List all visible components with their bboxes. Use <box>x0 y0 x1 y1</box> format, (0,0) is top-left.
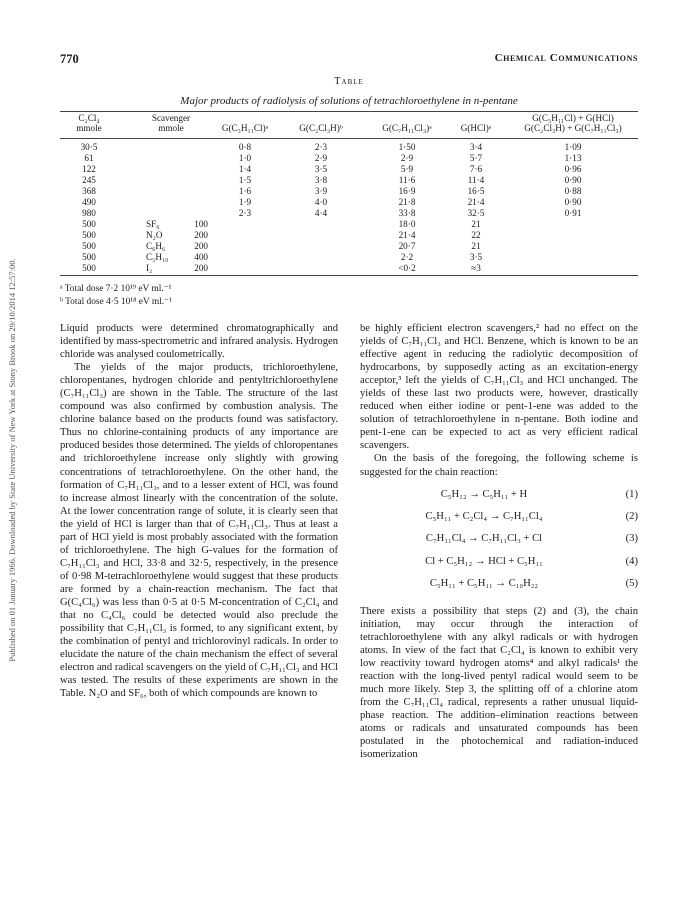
table-label: Table <box>334 76 364 87</box>
cell-hcl: ≈3 <box>471 263 481 273</box>
cell-hcl: 3·5 <box>469 252 483 262</box>
cell-c7h11cl3: 18·0 <box>398 219 416 229</box>
table-row <box>60 252 638 263</box>
right-text-column <box>360 322 638 761</box>
cell-c2cl4: 368 <box>82 186 96 196</box>
cell-ratio: 1·09 <box>564 142 582 152</box>
cell-scavenger: N₂O <box>146 230 163 240</box>
cell-scavenger-mmole: 400 <box>194 252 208 262</box>
equation-number: (1) <box>625 488 638 500</box>
header-c7h11cl3: G(C₇H₁₁Cl₃)ᵃ <box>382 123 432 133</box>
page-header <box>60 52 638 68</box>
page-number: 770 <box>60 52 79 66</box>
equation-row <box>360 574 638 596</box>
cell-c5h11cl: 1·9 <box>238 197 252 207</box>
table-top-rule <box>60 111 638 112</box>
cell-c7h11cl3: 21·4 <box>398 230 416 240</box>
cell-scavenger: I₂ <box>146 263 153 273</box>
cell-hcl: 21 <box>471 241 481 251</box>
table-row <box>60 142 638 153</box>
cell-c2cl3h: 4·0 <box>314 197 328 207</box>
cell-ratio: 0·91 <box>564 208 582 218</box>
equation-row <box>360 529 638 551</box>
header-c2cl4: C₂Cl₄ <box>78 113 100 123</box>
equation-number: (5) <box>625 578 638 590</box>
table-header-rule <box>60 138 638 139</box>
table-row <box>60 197 638 208</box>
cell-c5h11cl: 1·4 <box>238 164 252 174</box>
cell-c7h11cl3: 33·8 <box>398 208 416 218</box>
cell-c2cl4: 500 <box>82 263 96 273</box>
header-c2cl3h: G(C₂Cl₃H)ᵇ <box>299 123 343 133</box>
table-row <box>60 219 638 230</box>
equation-row <box>360 507 638 529</box>
equation: Cl + C₅H₁₂ → HCl + C₅H₁₁ <box>425 555 543 567</box>
cell-c2cl3h: 2·3 <box>314 142 328 152</box>
equation-number: (4) <box>625 555 638 567</box>
cell-c7h11cl3: 2·2 <box>400 252 414 262</box>
table-bottom-rule <box>60 275 638 276</box>
header-c5h11cl: G(C₅H₁₁Cl)ᵃ <box>221 123 269 133</box>
cell-c2cl4: 61 <box>84 153 94 163</box>
table-row <box>60 208 638 219</box>
header-scavenger-unit: mmole <box>158 123 184 133</box>
cell-c7h11cl3: 21·8 <box>398 197 416 207</box>
cell-scavenger: C₅H₁₀ <box>146 252 169 262</box>
cell-hcl: 21 <box>471 219 481 229</box>
equation: C₅H₁₁ + C₂Cl₄ → C₇H₁₁Cl₄ <box>425 510 543 522</box>
cell-c2cl3h: 3·5 <box>314 164 328 174</box>
cell-c2cl4: 980 <box>82 208 96 218</box>
left-paragraph-2: The yields of the major products, trichloroethylene, chloropentanes, hydrogen chloride and pentyltrichloroethylene (C₇H₁₁Cl₃) are shown in the Table. The structure of the last compound was also confirmed by combustion analysis. The chlorine balance based on the products found was satisfactory. Thus no chlorine-containing products of any importance are produced besides those determined. The yields of chloropentanes and trichloroethylene increase only slightly with growing concentrations of tetrachloroethylene. On the other hand, the formation of C₇H₁₁Cl₃, and to a lesser extent of HCl, was found to increase almost linearly with the concentration of the solute. At the lower concentration range of solute, it is clearly seen that the yield of HCl is larger than that of C₇H₁₁Cl₃. Thus at least a part of HCl yield is most probably associated with the formation of trichloroethylene. The high G-values for the formation of C₇H₁₁Cl₃ and HCl, 33·8 and 32·5, respectively, in the presence of 0·98 M-tetrachloroethylene would suggest that these products are formed by a chain-reaction mechanism. The fact that G(C₄Cl₆) was less than 0·5 at 0·5 M-concentration of C₂Cl₄ and that no C₄Cl₆ could be detected would also preclude the possibility that C₇H₁₁Cl₃ is formed, to any significant extent, by the combination of pentyl and trichlorovinyl radicals. In order to elucidate the nature of the chain mechanism the effect of several electron and radical scavengers on the yield of C₇H₁₁Cl₃ and HCl was tested. The results of these experiments are shown in the Table. N₂O and SF₆, both of which compounds are known to <box>60 362 338 700</box>
cell-c2cl4: 500 <box>82 241 96 251</box>
equation: C₇H₁₁Cl₄ → C₇H₁₁Cl₃ + Cl <box>425 533 543 545</box>
cell-scavenger-mmole: 200 <box>194 263 208 273</box>
cell-hcl: 21·4 <box>467 197 485 207</box>
footnote-a: ᵃ Total dose 7·2 10¹⁹ eV ml.⁻¹ <box>60 284 172 294</box>
table-row <box>60 230 638 241</box>
cell-c7h11cl3: 5·9 <box>400 164 414 174</box>
cell-c5h11cl: 2·3 <box>238 208 252 218</box>
cell-c7h11cl3: <0·2 <box>398 263 416 273</box>
cell-ratio: 0·90 <box>564 175 582 185</box>
cell-c7h11cl3: 1·50 <box>398 142 416 152</box>
left-text-column <box>60 322 338 700</box>
table-row <box>60 175 638 186</box>
header-ratio-numerator: G(C₅H₁₁Cl) + G(HCl) <box>532 113 614 123</box>
left-paragraph-1: Liquid products were determined chromatographically and identified by mass-spectrometric and infrared analysis. Hydrogen chloride was analysed coulometrically. <box>60 323 338 361</box>
header-hcl: G(HCl)ᵃ <box>460 123 492 133</box>
cell-hcl: 11·4 <box>467 175 485 185</box>
cell-c2cl3h: 2·9 <box>314 153 328 163</box>
equation: C₅H₁₂ → C₅H₁₁ + H <box>440 488 528 500</box>
right-paragraph-2: On the basis of the foregoing, the following scheme is suggested for the chain reaction: <box>360 453 638 478</box>
equation: C₅H₁₁ + C₅H₁₁ → C₁₀H₂₂ <box>429 578 539 590</box>
header-c2cl4-unit: mmole <box>76 123 102 133</box>
cell-hcl: 16·5 <box>467 186 485 196</box>
equation-row <box>360 485 638 507</box>
cell-c7h11cl3: 2·9 <box>400 153 414 163</box>
cell-ratio: 0·96 <box>564 164 582 174</box>
cell-ratio: 1·13 <box>564 153 582 163</box>
download-watermark <box>2 80 22 840</box>
table-row <box>60 186 638 197</box>
right-paragraph-3: There exists a possibility that steps (2) and (3), the chain initiation, may occur through the interaction of tetrachloroethylene with any alkyl radicals or with hydrogen atoms. In view of the fact that C₂Cl₄ is known to exhibit very low reactivity toward hydrogen atoms⁴ and alkyl radicals¹ the reaction with the long-lived pentyl radical would seem to be much more likely. Step 3, the splitting off of a chlorine atom from the C₇H₁₁Cl₄ radical, represents a rather unusual liquid-phase reaction. The addition–elimination reactions between atoms or radicals and unsaturated compounds has been postulated in the photochemical and radiation-induced isomerization <box>360 605 638 761</box>
header-scavenger: Scavenger <box>151 113 191 123</box>
cell-ratio: 0·90 <box>564 197 582 207</box>
download-watermark-text: Published on 01 January 1966. Downloaded by State University of New York at Stony Brook on 29/10/2014 12:57:00. <box>7 258 17 662</box>
cell-scavenger: C₆H₆ <box>146 241 166 251</box>
table-row <box>60 263 638 274</box>
table-row <box>60 153 638 164</box>
cell-c2cl3h: 3·9 <box>314 186 328 196</box>
table-row <box>60 241 638 252</box>
table-caption: Major products of radiolysis of solutions of tetrachloroethylene in n-pentane <box>180 95 518 107</box>
cell-c2cl4: 500 <box>82 230 96 240</box>
table-row <box>60 164 638 175</box>
reaction-scheme <box>360 485 638 597</box>
cell-c2cl4: 245 <box>82 175 96 185</box>
cell-hcl: 32·5 <box>467 208 485 218</box>
cell-c7h11cl3: 20·7 <box>398 241 416 251</box>
cell-c2cl3h: 4·4 <box>314 208 328 218</box>
cell-scavenger: SF₆ <box>146 219 160 229</box>
cell-c2cl4: 500 <box>82 219 96 229</box>
footnote-b: ᵇ Total dose 4·5 10¹⁸ eV ml.⁻¹ <box>60 296 172 307</box>
cell-hcl: 7·6 <box>469 164 483 174</box>
cell-hcl: 5·7 <box>469 153 483 163</box>
cell-c5h11cl: 0·8 <box>238 142 252 152</box>
cell-hcl: 22 <box>471 230 481 240</box>
cell-c7h11cl3: 11·6 <box>398 175 416 185</box>
cell-c2cl4: 30·5 <box>80 142 98 152</box>
header-ratio-denominator: G(C₂Cl₃H) + G(C₇H₁₁Cl₃) <box>524 123 622 133</box>
right-paragraph-1: be highly efficient electron scavengers,² had no effect on the yields of C₇H₁₁Cl₃ and HCl. Benzene, which is known to be an effective agent in reducing the radiolytic decomposition of hydrocarbons, by supposedly acting as an excitation-energy acceptor,³ left the yields of C₇H₁₁Cl₃ and HCl unchanged. The yields of these last two products were, however, drastically reduced when either iodine or pent-1-ene was added to the solution of tetrachloroethylene in n-pentane. Both iodine and pent-1-ene can be expected to act as very efficient radical scavengers. <box>360 323 638 452</box>
cell-c2cl4: 500 <box>82 252 96 262</box>
journal-name: Chemical Communications <box>494 52 638 64</box>
cell-scavenger-mmole: 100 <box>194 219 208 229</box>
cell-c5h11cl: 1·5 <box>238 175 252 185</box>
cell-c5h11cl: 1·6 <box>238 186 252 196</box>
cell-ratio: 0·88 <box>564 186 582 196</box>
equation-number: (2) <box>625 510 638 522</box>
cell-c2cl3h: 3·8 <box>314 175 328 185</box>
cell-c2cl4: 122 <box>82 164 96 174</box>
cell-scavenger-mmole: 200 <box>194 241 208 251</box>
equation-number: (3) <box>625 533 638 545</box>
cell-c2cl4: 490 <box>82 197 96 207</box>
table-footnotes <box>60 283 360 308</box>
equation-row <box>360 552 638 574</box>
cell-hcl: 3·4 <box>469 142 483 152</box>
cell-c7h11cl3: 16·9 <box>398 186 416 196</box>
cell-c5h11cl: 1·0 <box>238 153 252 163</box>
cell-scavenger-mmole: 200 <box>194 230 208 240</box>
